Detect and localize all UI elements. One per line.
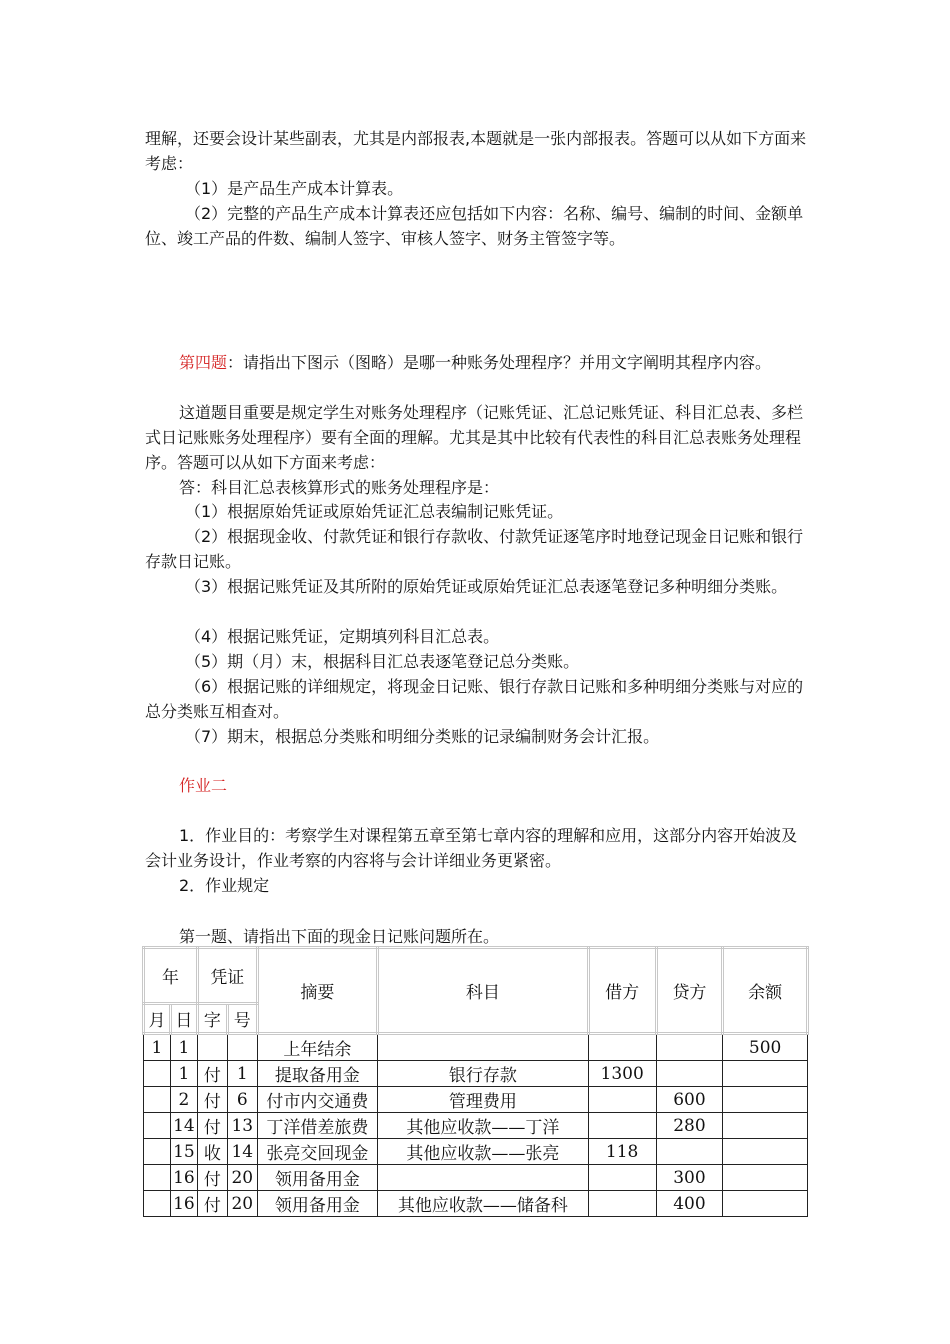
cell-debit bbox=[588, 1165, 656, 1191]
item-2: （2）完整的产品生产成本计算表还应包括如下内容：名称、编号、编制的时间、金额单位、竣工产品的件数、编制人签字、审核人签字、财务主管签字等。 bbox=[145, 204, 804, 248]
cell-account: 其他应收款——储备科 bbox=[378, 1191, 589, 1217]
cell-balance bbox=[723, 1113, 808, 1139]
cell-type: 付 bbox=[197, 1165, 227, 1191]
q4-intro: 这道题目重要是规定学生对账务处理程序（记账凭证、汇总记账凭证、科目汇总表、多栏式日记账账务处理程序）要有全面的理解。尤其是其中比较有代表性的科目汇总表账务处理程序。答题可以从如下方面来考虑： bbox=[145, 403, 804, 472]
hw2-rule: 2．作业规定 bbox=[179, 876, 270, 895]
cell-number: 1 bbox=[227, 1061, 257, 1087]
header-day: 日 bbox=[170, 1004, 197, 1034]
cell-number: 14 bbox=[227, 1139, 257, 1165]
cell-debit: 118 bbox=[588, 1139, 656, 1165]
header-type: 字 bbox=[197, 1004, 227, 1034]
q4-question-text: ：请指出下图示（图略）是哪一种账务处理程序？并用文字阐明其程序内容。 bbox=[227, 353, 772, 372]
cell-balance bbox=[723, 1165, 808, 1191]
cell-type: 收 bbox=[197, 1139, 227, 1165]
q4-step-2: （2）根据现金收、付款凭证和银行存款收、付款凭证逐笔序时地登记现金日记账和银行存款日记账。 bbox=[145, 527, 804, 571]
cell-credit: 600 bbox=[656, 1087, 723, 1113]
cell-balance bbox=[723, 1087, 808, 1113]
cell-summary: 领用备用金 bbox=[257, 1165, 377, 1191]
cell-credit bbox=[656, 1061, 723, 1087]
table-row bbox=[144, 1061, 808, 1087]
cell-type: 付 bbox=[197, 1191, 227, 1217]
cell-number bbox=[227, 1034, 257, 1061]
q4-answer: 答：科目汇总表核算形式的账务处理程序是： bbox=[179, 478, 500, 497]
cell-day: 1 bbox=[170, 1061, 197, 1087]
cell-month bbox=[144, 1165, 171, 1191]
cell-type: 付 bbox=[197, 1061, 227, 1087]
cell-day: 16 bbox=[170, 1191, 197, 1217]
q4-step-3: （3）根据记账凭证及其所附的原始凭证或原始凭证汇总表逐笔登记多种明细分类账。 bbox=[185, 577, 788, 596]
header-account: 科目 bbox=[378, 948, 589, 1034]
cell-balance: 500 bbox=[723, 1034, 808, 1061]
cell-type: 付 bbox=[197, 1087, 227, 1113]
cell-account: 管理费用 bbox=[378, 1087, 589, 1113]
table-row bbox=[144, 1113, 808, 1139]
cell-credit: 280 bbox=[656, 1113, 723, 1139]
cell-summary: 丁洋借差旅费 bbox=[257, 1113, 377, 1139]
cell-day: 2 bbox=[170, 1087, 197, 1113]
q4-step-6: （6）根据记账的详细规定，将现金日记账、银行存款日记账和多种明细分类账与对应的总分类账互相查对。 bbox=[145, 677, 804, 721]
cell-account: 其他应收款——丁洋 bbox=[378, 1113, 589, 1139]
cell-debit bbox=[588, 1113, 656, 1139]
cell-number: 20 bbox=[227, 1165, 257, 1191]
cell-number: 6 bbox=[227, 1087, 257, 1113]
table-row bbox=[144, 1139, 808, 1165]
table-row bbox=[144, 1087, 808, 1113]
table-row bbox=[144, 1191, 808, 1217]
header-debit: 借方 bbox=[588, 948, 656, 1034]
cell-debit bbox=[588, 1034, 656, 1061]
header-credit: 贷方 bbox=[656, 948, 723, 1034]
cell-account bbox=[378, 1165, 589, 1191]
table-row bbox=[144, 1165, 808, 1191]
cell-day: 16 bbox=[170, 1165, 197, 1191]
cell-balance bbox=[723, 1061, 808, 1087]
q4-step-1: （1）根据原始凭证或原始凭证汇总表编制记账凭证。 bbox=[185, 502, 564, 521]
cell-month bbox=[144, 1139, 171, 1165]
cell-day: 15 bbox=[170, 1139, 197, 1165]
cell-balance bbox=[723, 1191, 808, 1217]
header-voucher: 凭证 bbox=[197, 948, 257, 1004]
cell-day: 1 bbox=[170, 1034, 197, 1061]
table-row bbox=[144, 1034, 808, 1061]
cell-credit bbox=[656, 1139, 723, 1165]
q4-step-7: （7）期末，根据总分类账和明细分类账的记录编制财务会计汇报。 bbox=[185, 727, 660, 746]
cell-summary: 领用备用金 bbox=[257, 1191, 377, 1217]
header-month: 月 bbox=[144, 1004, 171, 1034]
header-year: 年 bbox=[144, 948, 198, 1004]
cell-debit bbox=[588, 1087, 656, 1113]
cell-credit: 300 bbox=[656, 1165, 723, 1191]
header-summary: 摘要 bbox=[257, 948, 377, 1034]
cell-number: 13 bbox=[227, 1113, 257, 1139]
cell-month bbox=[144, 1061, 171, 1087]
cell-number: 20 bbox=[227, 1191, 257, 1217]
cell-summary: 提取备用金 bbox=[257, 1061, 377, 1087]
cell-account: 银行存款 bbox=[378, 1061, 589, 1087]
header-balance: 余额 bbox=[723, 948, 808, 1034]
cell-credit: 400 bbox=[656, 1191, 723, 1217]
header-number: 号 bbox=[227, 1004, 257, 1034]
cell-month bbox=[144, 1087, 171, 1113]
cell-summary: 上年结余 bbox=[257, 1034, 377, 1061]
cell-account bbox=[378, 1034, 589, 1061]
q4-step-4: （4）根据记账凭证，定期填列科目汇总表。 bbox=[185, 627, 500, 646]
hw2-goal: 1．作业目的：考察学生对课程第五章至第七章内容的理解和应用，这部分内容开始波及会计业务设计，作业考察的内容将与会计详细业务更紧密。 bbox=[145, 826, 798, 870]
cell-debit: 1300 bbox=[588, 1061, 656, 1087]
para-subtable-intro: 理解，还要会设计某些副表，尤其是内部报表,本题就是一张内部报表。答题可以从如下方面来考虑： bbox=[145, 129, 807, 173]
cell-day: 14 bbox=[170, 1113, 197, 1139]
q4-step-5: （5）期（月）末，根据科目汇总表逐笔登记总分类账。 bbox=[185, 652, 580, 671]
cell-balance bbox=[723, 1139, 808, 1165]
cell-month: 1 bbox=[144, 1034, 171, 1061]
q4-question bbox=[145, 350, 810, 375]
cell-summary: 付市内交通费 bbox=[257, 1087, 377, 1113]
cell-credit bbox=[656, 1034, 723, 1061]
cell-type bbox=[197, 1034, 227, 1061]
cell-month bbox=[144, 1113, 171, 1139]
cell-debit bbox=[588, 1191, 656, 1217]
hw2-q1: 第一题、请指出下面的现金日记账问题所在。 bbox=[179, 927, 500, 946]
q4-label: 第四题 bbox=[179, 353, 228, 372]
item-1: （1）是产品生产成本计算表。 bbox=[185, 179, 404, 198]
cash-journal-table bbox=[142, 946, 809, 1217]
cell-summary: 张亮交回现金 bbox=[257, 1139, 377, 1165]
hw2-title: 作业二 bbox=[179, 776, 228, 795]
cell-account: 其他应收款——张亮 bbox=[378, 1139, 589, 1165]
cell-month bbox=[144, 1191, 171, 1217]
cell-type: 付 bbox=[197, 1113, 227, 1139]
